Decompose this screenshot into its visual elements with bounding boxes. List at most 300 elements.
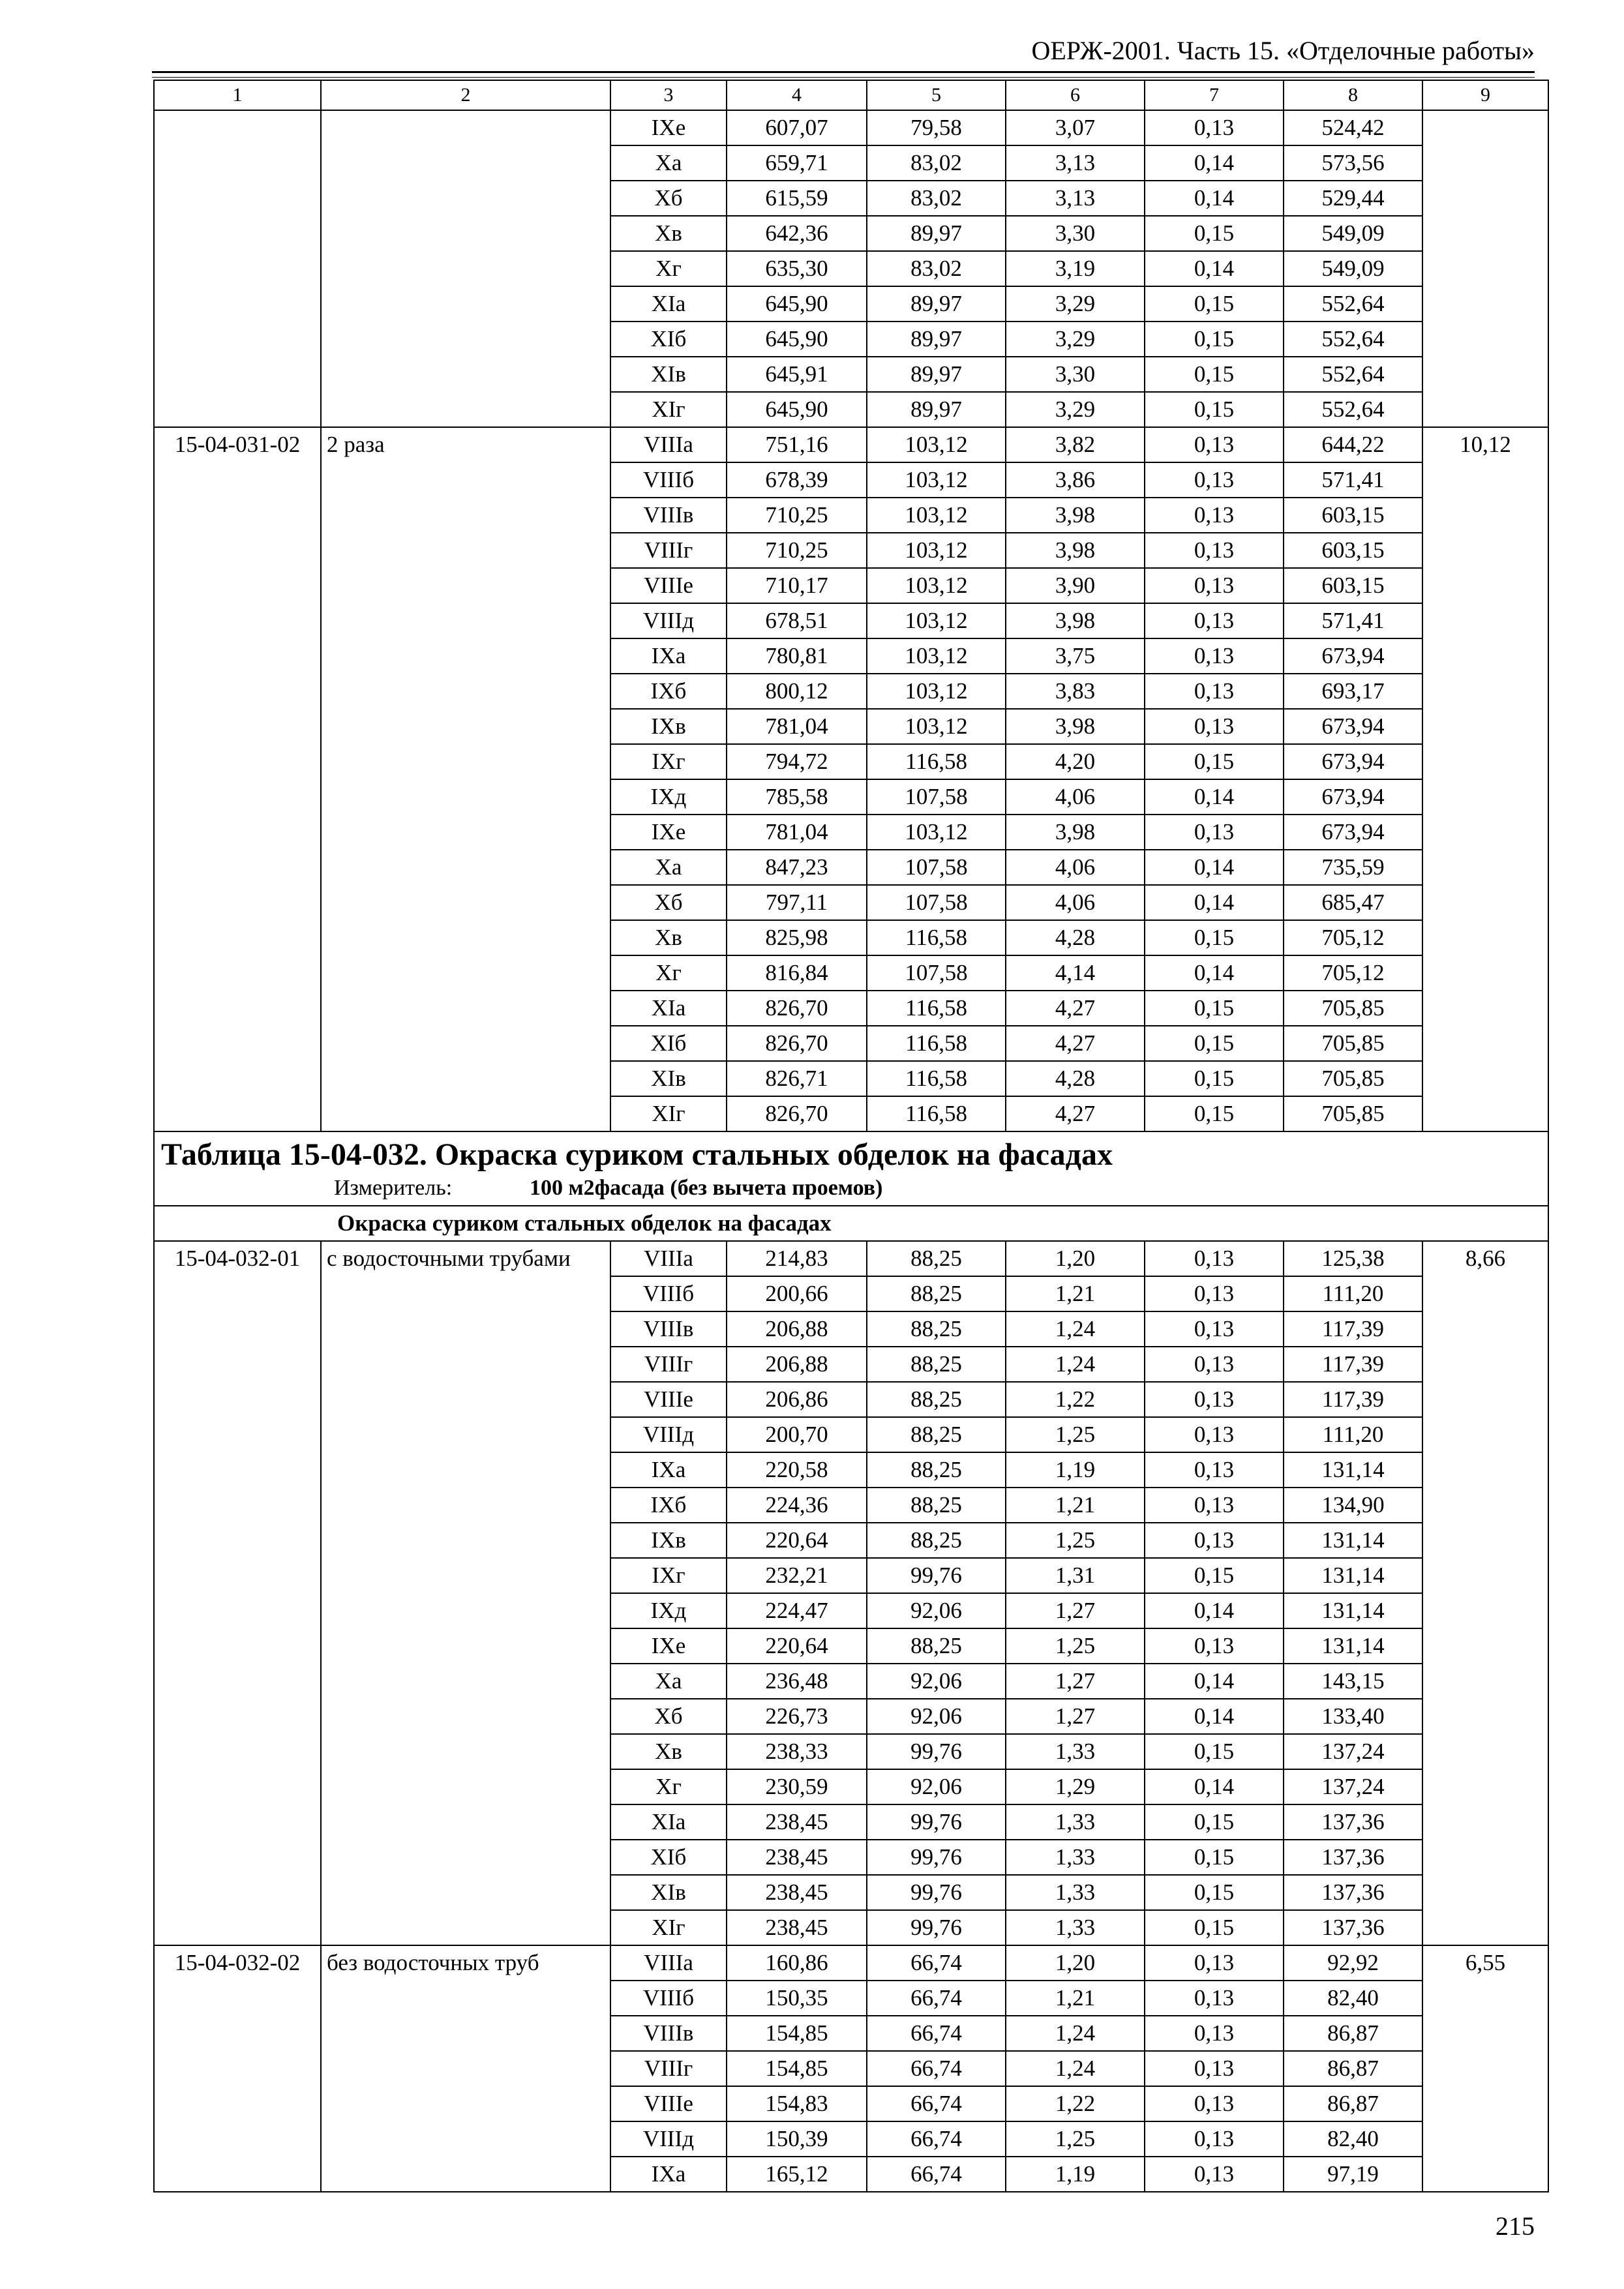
machine-cost-cell: 1,22 — [1006, 1382, 1145, 1417]
direct-cost-cell: 710,25 — [727, 533, 867, 568]
machine-cost-cell: 3,98 — [1006, 603, 1145, 638]
direct-cost-cell: 200,70 — [727, 1417, 867, 1452]
materials-cell: 133,40 — [1284, 1699, 1422, 1734]
machine-cost-cell: 1,20 — [1006, 1945, 1145, 1981]
materials-cell: 735,59 — [1284, 850, 1422, 885]
materials-cell: 705,12 — [1284, 955, 1422, 991]
direct-cost-cell: 826,70 — [727, 991, 867, 1026]
region-cell: IXа — [610, 2157, 727, 2192]
wages-cell: 107,58 — [867, 955, 1006, 991]
direct-cost-cell: 710,25 — [727, 498, 867, 533]
materials-cell: 673,94 — [1284, 815, 1422, 850]
machine-cost-cell: 1,21 — [1006, 1488, 1145, 1523]
driver-wages-cell: 0,15 — [1145, 322, 1284, 357]
region-cell: XIг — [610, 392, 727, 427]
column-number: 1 — [154, 80, 321, 110]
column-number: 4 — [727, 80, 867, 110]
wages-cell: 92,06 — [867, 1664, 1006, 1699]
machine-cost-cell: 3,19 — [1006, 251, 1145, 286]
machine-cost-cell: 3,07 — [1006, 110, 1145, 145]
wages-cell: 88,25 — [867, 1276, 1006, 1311]
machine-cost-cell: 3,98 — [1006, 498, 1145, 533]
direct-cost-cell: 800,12 — [727, 674, 867, 709]
wages-cell: 66,74 — [867, 2016, 1006, 2051]
wages-cell: 66,74 — [867, 2157, 1006, 2192]
materials-cell: 86,87 — [1284, 2051, 1422, 2086]
region-cell: XIг — [610, 1096, 727, 1131]
wages-cell: 92,06 — [867, 1593, 1006, 1628]
driver-wages-cell: 0,13 — [1145, 815, 1284, 850]
region-cell: VIIIв — [610, 2016, 727, 2051]
materials-cell: 131,14 — [1284, 1558, 1422, 1593]
wages-cell: 103,12 — [867, 815, 1006, 850]
region-cell: XIб — [610, 322, 727, 357]
region-cell: IXе — [610, 1628, 727, 1664]
wages-cell: 88,25 — [867, 1311, 1006, 1347]
wages-cell: 88,25 — [867, 1488, 1006, 1523]
region-cell: VIIIг — [610, 533, 727, 568]
table-title: Таблица 15-04-032. Окраска суриком стальных обделок на фасадах — [161, 1137, 1113, 1172]
region-cell: VIIIб — [610, 1981, 727, 2016]
wages-cell: 103,12 — [867, 709, 1006, 744]
region-cell: VIIIг — [610, 2051, 727, 2086]
machine-cost-cell: 3,13 — [1006, 181, 1145, 216]
wages-cell: 116,58 — [867, 1061, 1006, 1096]
region-cell: VIIIв — [610, 1311, 727, 1347]
driver-wages-cell: 0,15 — [1145, 1734, 1284, 1769]
labor-cost-cell — [1422, 110, 1548, 427]
materials-cell: 571,41 — [1284, 603, 1422, 638]
table-row — [154, 427, 1548, 462]
wages-cell: 99,76 — [867, 1804, 1006, 1840]
wages-cell: 88,25 — [867, 1523, 1006, 1558]
materials-cell: 705,12 — [1284, 920, 1422, 955]
wages-cell: 116,58 — [867, 1026, 1006, 1061]
table-row — [154, 110, 1548, 145]
work-description-cell: без водосточных труб — [321, 1945, 610, 2192]
machine-cost-cell: 4,28 — [1006, 1061, 1145, 1096]
driver-wages-cell: 0,13 — [1145, 603, 1284, 638]
table-row — [154, 1945, 1548, 1981]
region-cell: XIг — [610, 1910, 727, 1945]
materials-cell: 134,90 — [1284, 1488, 1422, 1523]
direct-cost-cell: 224,47 — [727, 1593, 867, 1628]
wages-cell: 116,58 — [867, 920, 1006, 955]
materials-cell: 705,85 — [1284, 1096, 1422, 1131]
wages-cell: 99,76 — [867, 1840, 1006, 1875]
direct-cost-cell: 781,04 — [727, 709, 867, 744]
driver-wages-cell: 0,14 — [1145, 1769, 1284, 1804]
region-cell: Xг — [610, 1769, 727, 1804]
wages-cell: 89,97 — [867, 286, 1006, 322]
column-number: 3 — [610, 80, 727, 110]
direct-cost-cell: 659,71 — [727, 145, 867, 181]
machine-cost-cell: 1,25 — [1006, 1628, 1145, 1664]
direct-cost-cell: 226,73 — [727, 1699, 867, 1734]
driver-wages-cell: 0,13 — [1145, 1488, 1284, 1523]
driver-wages-cell: 0,13 — [1145, 533, 1284, 568]
machine-cost-cell: 1,21 — [1006, 1981, 1145, 2016]
driver-wages-cell: 0,13 — [1145, 1981, 1284, 2016]
region-cell: VIIIа — [610, 427, 727, 462]
machine-cost-cell: 1,20 — [1006, 1241, 1145, 1276]
direct-cost-cell: 238,45 — [727, 1840, 867, 1875]
materials-cell: 673,94 — [1284, 744, 1422, 779]
region-cell: Xб — [610, 181, 727, 216]
materials-cell: 131,14 — [1284, 1628, 1422, 1664]
direct-cost-cell: 154,85 — [727, 2016, 867, 2051]
machine-cost-cell: 3,98 — [1006, 533, 1145, 568]
rate-code-cell: 15-04-032-01 — [154, 1241, 321, 1945]
materials-cell: 529,44 — [1284, 181, 1422, 216]
direct-cost-cell: 607,07 — [727, 110, 867, 145]
machine-cost-cell: 4,28 — [1006, 920, 1145, 955]
driver-wages-cell: 0,13 — [1145, 1241, 1284, 1276]
region-cell: VIIIа — [610, 1241, 727, 1276]
region-cell: VIIIа — [610, 1945, 727, 1981]
materials-cell: 524,42 — [1284, 110, 1422, 145]
materials-cell: 573,56 — [1284, 145, 1422, 181]
wages-cell: 66,74 — [867, 2086, 1006, 2121]
wages-cell: 99,76 — [867, 1558, 1006, 1593]
direct-cost-cell: 220,64 — [727, 1628, 867, 1664]
direct-cost-cell: 797,11 — [727, 885, 867, 920]
rates-table — [153, 80, 1549, 2192]
table-title-cell — [154, 1131, 1548, 1206]
materials-cell: 82,40 — [1284, 2121, 1422, 2157]
wages-cell: 103,12 — [867, 427, 1006, 462]
machine-cost-cell: 3,86 — [1006, 462, 1145, 498]
direct-cost-cell: 751,16 — [727, 427, 867, 462]
machine-cost-cell: 3,98 — [1006, 709, 1145, 744]
machine-cost-cell: 1,33 — [1006, 1804, 1145, 1840]
materials-cell: 137,24 — [1284, 1769, 1422, 1804]
machine-cost-cell: 3,29 — [1006, 286, 1145, 322]
materials-cell: 86,87 — [1284, 2016, 1422, 2051]
direct-cost-cell: 224,36 — [727, 1488, 867, 1523]
driver-wages-cell: 0,13 — [1145, 2157, 1284, 2192]
region-cell: VIIIб — [610, 1276, 727, 1311]
region-cell: IXг — [610, 744, 727, 779]
wages-cell: 116,58 — [867, 744, 1006, 779]
machine-cost-cell: 3,83 — [1006, 674, 1145, 709]
direct-cost-cell: 150,39 — [727, 2121, 867, 2157]
direct-cost-cell: 826,70 — [727, 1096, 867, 1131]
driver-wages-cell: 0,14 — [1145, 885, 1284, 920]
direct-cost-cell: 232,21 — [727, 1558, 867, 1593]
column-number: 6 — [1006, 80, 1145, 110]
driver-wages-cell: 0,14 — [1145, 850, 1284, 885]
machine-cost-cell: 4,20 — [1006, 744, 1145, 779]
driver-wages-cell: 0,15 — [1145, 1840, 1284, 1875]
direct-cost-cell: 645,90 — [727, 286, 867, 322]
machine-cost-cell: 1,33 — [1006, 1734, 1145, 1769]
direct-cost-cell: 645,90 — [727, 392, 867, 427]
materials-cell: 705,85 — [1284, 991, 1422, 1026]
machine-cost-cell: 3,75 — [1006, 638, 1145, 674]
wages-cell: 99,76 — [867, 1910, 1006, 1945]
region-cell: VIIIе — [610, 2086, 727, 2121]
materials-cell: 137,36 — [1284, 1804, 1422, 1840]
region-cell: VIIIб — [610, 462, 727, 498]
direct-cost-cell: 230,59 — [727, 1769, 867, 1804]
rate-code-cell: 15-04-032-02 — [154, 1945, 321, 2192]
driver-wages-cell: 0,14 — [1145, 1699, 1284, 1734]
direct-cost-cell: 200,66 — [727, 1276, 867, 1311]
labor-cost-cell: 8,66 — [1422, 1241, 1548, 1945]
direct-cost-cell: 206,88 — [727, 1311, 867, 1347]
direct-cost-cell: 816,84 — [727, 955, 867, 991]
materials-cell: 97,19 — [1284, 2157, 1422, 2192]
region-cell: VIIIг — [610, 1347, 727, 1382]
wages-cell: 88,25 — [867, 1417, 1006, 1452]
work-description-cell — [321, 110, 610, 427]
wages-cell: 66,74 — [867, 2121, 1006, 2157]
direct-cost-cell: 678,51 — [727, 603, 867, 638]
driver-wages-cell: 0,13 — [1145, 2051, 1284, 2086]
driver-wages-cell: 0,13 — [1145, 1311, 1284, 1347]
direct-cost-cell: 220,64 — [727, 1523, 867, 1558]
wages-cell: 116,58 — [867, 991, 1006, 1026]
driver-wages-cell: 0,15 — [1145, 1558, 1284, 1593]
column-number: 7 — [1145, 80, 1284, 110]
materials-cell: 131,14 — [1284, 1593, 1422, 1628]
region-cell: IXд — [610, 779, 727, 815]
wages-cell: 103,12 — [867, 674, 1006, 709]
machine-cost-cell: 3,90 — [1006, 568, 1145, 603]
materials-cell: 143,15 — [1284, 1664, 1422, 1699]
wages-cell: 103,12 — [867, 568, 1006, 603]
direct-cost-cell: 825,98 — [727, 920, 867, 955]
machine-cost-cell: 1,33 — [1006, 1875, 1145, 1910]
machine-cost-cell: 4,06 — [1006, 779, 1145, 815]
driver-wages-cell: 0,15 — [1145, 920, 1284, 955]
materials-cell: 673,94 — [1284, 709, 1422, 744]
driver-wages-cell: 0,14 — [1145, 779, 1284, 815]
materials-cell: 92,92 — [1284, 1945, 1422, 1981]
region-cell: XIа — [610, 1804, 727, 1840]
machine-cost-cell: 1,27 — [1006, 1593, 1145, 1628]
driver-wages-cell: 0,13 — [1145, 110, 1284, 145]
materials-cell: 117,39 — [1284, 1311, 1422, 1347]
wages-cell: 88,25 — [867, 1382, 1006, 1417]
machine-cost-cell: 3,13 — [1006, 145, 1145, 181]
driver-wages-cell: 0,15 — [1145, 286, 1284, 322]
materials-cell: 137,24 — [1284, 1734, 1422, 1769]
machine-cost-cell: 1,19 — [1006, 2157, 1145, 2192]
driver-wages-cell: 0,14 — [1145, 1593, 1284, 1628]
driver-wages-cell: 0,15 — [1145, 1096, 1284, 1131]
driver-wages-cell: 0,13 — [1145, 568, 1284, 603]
machine-cost-cell: 3,30 — [1006, 357, 1145, 392]
wages-cell: 89,97 — [867, 322, 1006, 357]
driver-wages-cell: 0,13 — [1145, 2121, 1284, 2157]
direct-cost-cell: 238,33 — [727, 1734, 867, 1769]
direct-cost-cell: 645,90 — [727, 322, 867, 357]
machine-cost-cell: 1,25 — [1006, 1417, 1145, 1452]
driver-wages-cell: 0,14 — [1145, 1664, 1284, 1699]
rates-table-body — [154, 80, 1548, 2192]
wages-cell: 66,74 — [867, 1945, 1006, 1981]
header-rule — [152, 71, 1535, 73]
direct-cost-cell: 847,23 — [727, 850, 867, 885]
driver-wages-cell: 0,14 — [1145, 145, 1284, 181]
wages-cell: 103,12 — [867, 462, 1006, 498]
materials-cell: 552,64 — [1284, 357, 1422, 392]
region-cell: IXб — [610, 674, 727, 709]
materials-cell: 549,09 — [1284, 216, 1422, 251]
driver-wages-cell: 0,13 — [1145, 1945, 1284, 1981]
wages-cell: 99,76 — [867, 1875, 1006, 1910]
materials-cell: 603,15 — [1284, 533, 1422, 568]
machine-cost-cell: 1,31 — [1006, 1558, 1145, 1593]
machine-cost-cell: 1,25 — [1006, 2121, 1145, 2157]
wages-cell: 88,25 — [867, 1628, 1006, 1664]
measure-label: Измеритель: — [334, 1175, 453, 1200]
region-cell: Xг — [610, 955, 727, 991]
wages-cell: 107,58 — [867, 885, 1006, 920]
wages-cell: 103,12 — [867, 498, 1006, 533]
column-number: 9 — [1422, 80, 1548, 110]
region-cell: VIIIв — [610, 498, 727, 533]
materials-cell: 673,94 — [1284, 779, 1422, 815]
direct-cost-cell: 206,88 — [727, 1347, 867, 1382]
region-cell: XIб — [610, 1840, 727, 1875]
machine-cost-cell: 4,27 — [1006, 1026, 1145, 1061]
region-cell: Xв — [610, 216, 727, 251]
wages-cell: 66,74 — [867, 1981, 1006, 2016]
driver-wages-cell: 0,15 — [1145, 1875, 1284, 1910]
direct-cost-cell: 785,58 — [727, 779, 867, 815]
driver-wages-cell: 0,13 — [1145, 462, 1284, 498]
machine-cost-cell: 3,82 — [1006, 427, 1145, 462]
region-cell: XIа — [610, 991, 727, 1026]
materials-cell: 552,64 — [1284, 392, 1422, 427]
driver-wages-cell: 0,13 — [1145, 1523, 1284, 1558]
wages-cell: 99,76 — [867, 1734, 1006, 1769]
machine-cost-cell: 1,24 — [1006, 2016, 1145, 2051]
driver-wages-cell: 0,14 — [1145, 181, 1284, 216]
machine-cost-cell: 4,06 — [1006, 850, 1145, 885]
driver-wages-cell: 0,15 — [1145, 991, 1284, 1026]
materials-cell: 125,38 — [1284, 1241, 1422, 1276]
region-cell: VIIIе — [610, 568, 727, 603]
machine-cost-cell: 1,27 — [1006, 1699, 1145, 1734]
labor-cost-cell: 6,55 — [1422, 1945, 1548, 2192]
machine-cost-cell: 1,27 — [1006, 1664, 1145, 1699]
region-cell: IXв — [610, 709, 727, 744]
header-rule-thin — [152, 77, 1535, 78]
materials-cell: 137,36 — [1284, 1910, 1422, 1945]
wages-cell: 66,74 — [867, 2051, 1006, 2086]
materials-cell: 603,15 — [1284, 498, 1422, 533]
driver-wages-cell: 0,13 — [1145, 2086, 1284, 2121]
materials-cell: 549,09 — [1284, 251, 1422, 286]
driver-wages-cell: 0,13 — [1145, 1628, 1284, 1664]
driver-wages-cell: 0,13 — [1145, 498, 1284, 533]
wages-cell: 103,12 — [867, 638, 1006, 674]
work-description-cell: 2 раза — [321, 427, 610, 1131]
region-cell: IXа — [610, 638, 727, 674]
table-row — [154, 1241, 1548, 1276]
machine-cost-cell: 1,33 — [1006, 1840, 1145, 1875]
direct-cost-cell: 642,36 — [727, 216, 867, 251]
region-cell: Xа — [610, 1664, 727, 1699]
machine-cost-cell: 1,24 — [1006, 2051, 1145, 2086]
region-cell: Xа — [610, 850, 727, 885]
materials-cell: 111,20 — [1284, 1417, 1422, 1452]
region-cell: IXд — [610, 1593, 727, 1628]
materials-cell: 693,17 — [1284, 674, 1422, 709]
column-number: 5 — [867, 80, 1006, 110]
direct-cost-cell: 154,83 — [727, 2086, 867, 2121]
region-cell: Xг — [610, 251, 727, 286]
materials-cell: 571,41 — [1284, 462, 1422, 498]
driver-wages-cell: 0,15 — [1145, 392, 1284, 427]
wages-cell: 107,58 — [867, 779, 1006, 815]
driver-wages-cell: 0,13 — [1145, 2016, 1284, 2051]
region-cell: Xа — [610, 145, 727, 181]
materials-cell: 705,85 — [1284, 1026, 1422, 1061]
driver-wages-cell: 0,13 — [1145, 427, 1284, 462]
machine-cost-cell: 1,33 — [1006, 1910, 1145, 1945]
region-cell: XIв — [610, 357, 727, 392]
driver-wages-cell: 0,15 — [1145, 1804, 1284, 1840]
direct-cost-cell: 615,59 — [727, 181, 867, 216]
direct-cost-cell: 238,45 — [727, 1875, 867, 1910]
region-cell: Xв — [610, 920, 727, 955]
driver-wages-cell: 0,15 — [1145, 1026, 1284, 1061]
machine-cost-cell: 3,30 — [1006, 216, 1145, 251]
materials-cell: 137,36 — [1284, 1875, 1422, 1910]
driver-wages-cell: 0,13 — [1145, 1417, 1284, 1452]
direct-cost-cell: 220,58 — [727, 1452, 867, 1488]
materials-cell: 137,36 — [1284, 1840, 1422, 1875]
materials-cell: 685,47 — [1284, 885, 1422, 920]
region-cell: XIа — [610, 286, 727, 322]
direct-cost-cell: 160,86 — [727, 1945, 867, 1981]
driver-wages-cell: 0,13 — [1145, 1347, 1284, 1382]
direct-cost-cell: 645,91 — [727, 357, 867, 392]
materials-cell: 644,22 — [1284, 427, 1422, 462]
direct-cost-cell: 238,45 — [727, 1804, 867, 1840]
driver-wages-cell: 0,15 — [1145, 744, 1284, 779]
direct-cost-cell: 794,72 — [727, 744, 867, 779]
materials-cell: 603,15 — [1284, 568, 1422, 603]
wages-cell: 88,25 — [867, 1347, 1006, 1382]
wages-cell: 79,58 — [867, 110, 1006, 145]
materials-cell: 82,40 — [1284, 1981, 1422, 2016]
machine-cost-cell: 1,24 — [1006, 1311, 1145, 1347]
machine-cost-cell: 3,29 — [1006, 322, 1145, 357]
machine-cost-cell: 4,27 — [1006, 991, 1145, 1026]
machine-cost-cell: 4,27 — [1006, 1096, 1145, 1131]
wages-cell: 89,97 — [867, 216, 1006, 251]
direct-cost-cell: 214,83 — [727, 1241, 867, 1276]
machine-cost-cell: 1,29 — [1006, 1769, 1145, 1804]
driver-wages-cell: 0,13 — [1145, 1452, 1284, 1488]
wages-cell: 83,02 — [867, 251, 1006, 286]
labor-cost-cell: 10,12 — [1422, 427, 1548, 1131]
materials-cell: 86,87 — [1284, 2086, 1422, 2121]
direct-cost-cell: 826,71 — [727, 1061, 867, 1096]
machine-cost-cell: 1,22 — [1006, 2086, 1145, 2121]
table-subtitle-row — [154, 1206, 1548, 1241]
materials-cell: 552,64 — [1284, 322, 1422, 357]
column-number: 2 — [321, 80, 610, 110]
direct-cost-cell: 780,81 — [727, 638, 867, 674]
region-cell: VIIIд — [610, 603, 727, 638]
